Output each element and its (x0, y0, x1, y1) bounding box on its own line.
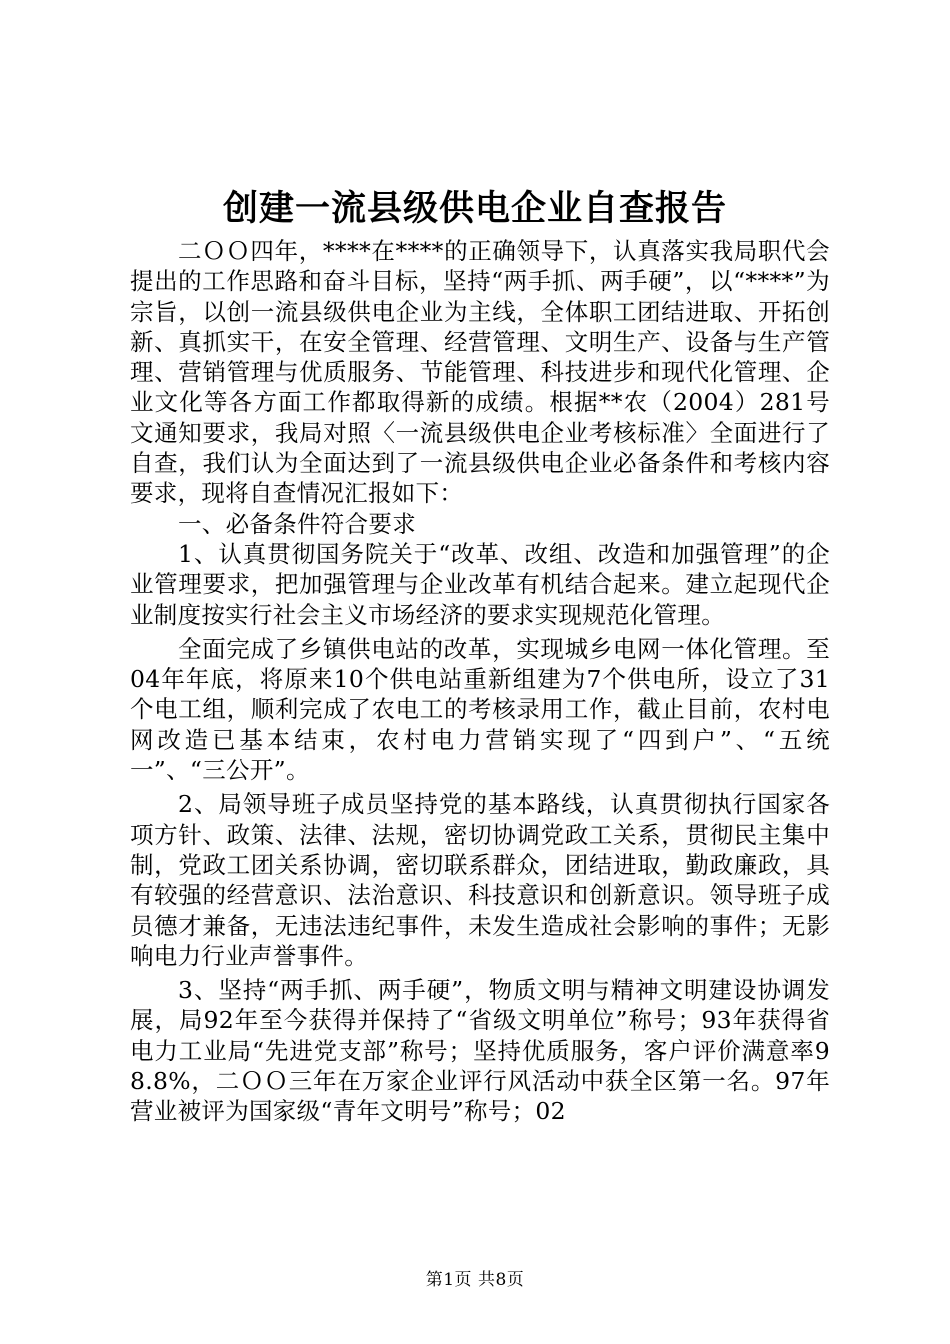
intro-paragraph: 二ＯＯ四年，****在****的正确领导下，认真落实我局职代会提出的工作思路和奋斗目标，坚持“两手抓、两手硬”，以“****”为宗旨，以创一流县级供电企业为主线，全体职工团结进取、开拓创新、真抓实干，在安全管理、经营管理、文明生产、设备与生产管理、营销管理与优质服务、节能管理、科技进步和现代化管理、企业文化等各方面工作都取得新的成绩。根据**农（2004）281号文通知要求，我局对照〈一流县级供电企业考核标准〉全面进行了自查，我们认为全面达到了一流县级供电企业必备条件和考核内容要求，现将自查情况汇报如下： (130, 237, 830, 508)
document-body (130, 236, 830, 1127)
document-title: 创建一流县级供电企业自查报告 (222, 189, 727, 229)
page-footer: 第1页 共8页 (425, 1270, 525, 1290)
item-3-paragraph: 3、坚持“两手抓、两手硬”，物质文明与精神文明建设协调发展，局92年至今获得并保持了“省级文明单位”称号；93年获得省电力工业局“先进党支部”称号；坚持优质服务，客户评价满意率98.8%，二ＯＯ三年在万家企业评行风活动中获全区第一名。97年营业被评为国家级“青年文明号”称号；02 (130, 976, 830, 1126)
section-heading: 一、必备条件符合要求 (178, 509, 416, 538)
reform-paragraph: 全面完成了乡镇供电站的改革，实现城乡电网一体化管理。至04年年底，将原来10个供电站重新组建为7个供电所，设立了31个电工组，顺利完成了农电工的考核录用工作，截止目前，农村电网改造已基本结束，农村电力营销实现了“四到户”、“五统一”、“三公开”。 (130, 634, 830, 785)
item-2-paragraph: 2、局领导班子成员坚持党的基本路线，认真贯彻执行国家各项方针、政策、法律、法规，密切协调党政工关系，贯彻民主集中制，党政工团关系协调，密切联系群众，团结进取，勤政廉政，具有较强的经营意识、法治意识、科技意识和创新意识。领导班子成员德才兼备，无违法违纪事件，未发生造成社会影响的事件；无影响电力行业声誉事件。 (130, 790, 830, 970)
item-1-paragraph: 1、认真贯彻国务院关于“改革、改组、改造和加强管理”的企业管理要求，把加强管理与企业改革有机结合起来。建立起现代企业制度按实行社会主义市场经济的要求实现规范化管理。 (130, 539, 830, 629)
